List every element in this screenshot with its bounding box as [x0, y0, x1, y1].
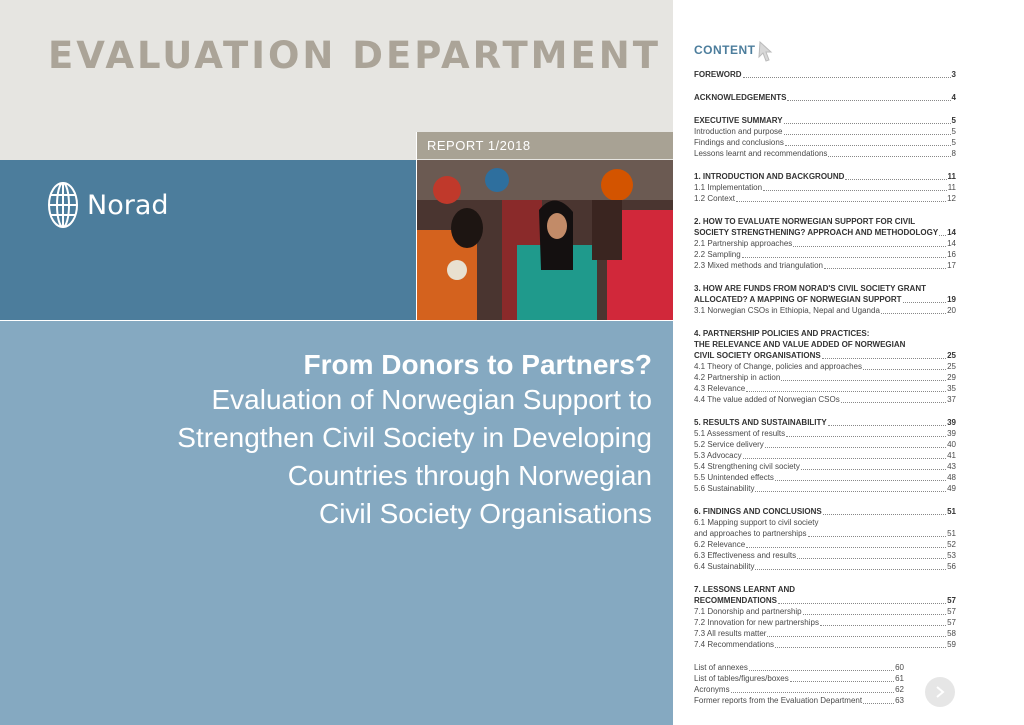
toc-entry[interactable]: Former reports from the Evaluation Department 63: [694, 696, 904, 705]
toc-section-1: [694, 171, 956, 204]
toc-section-annexes: [694, 662, 956, 706]
toc-entry[interactable]: 6.2 Relevance 52: [694, 540, 956, 549]
toc-heading-line: 3. HOW ARE FUNDS FROM NORAD'S CIVIL SOCIETY GRANT: [694, 284, 926, 293]
toc-entry[interactable]: 5.5 Unintended effects 48: [694, 473, 956, 482]
toc-section-exec: [694, 115, 956, 159]
toc-entry[interactable]: 7.2 Innovation for new partnerships 57: [694, 618, 956, 627]
toc-entry[interactable]: CIVIL SOCIETY ORGANISATIONS 25: [694, 351, 956, 360]
toc-entry[interactable]: Findings and conclusions 5: [694, 138, 956, 147]
subtitle: [12, 381, 652, 533]
toc-entry[interactable]: ACKNOWLEDGEMENTS 4: [694, 93, 956, 102]
toc-entry[interactable]: ALLOCATED? A MAPPING OF NORWEGIAN SUPPORT 19: [694, 295, 956, 304]
toc-entry[interactable]: 5.1 Assessment of results 39: [694, 429, 956, 438]
hand-cursor-icon: [757, 40, 779, 69]
next-page-button[interactable]: [925, 677, 955, 707]
toc-entry[interactable]: 5.3 Advocacy 41: [694, 451, 956, 460]
toc-section-foreword: [694, 69, 956, 80]
toc-entry[interactable]: SOCIETY STRENGTHENING? APPROACH AND METHODOLOGY 14: [694, 228, 956, 237]
subtitle-line: Evaluation of Norwegian Support to: [211, 384, 652, 415]
toc-entry[interactable]: FOREWORD 3: [694, 70, 956, 79]
toc-entry[interactable]: 7.4 Recommendations 59: [694, 640, 956, 649]
toc-entry[interactable]: 2.1 Partnership approaches 14: [694, 239, 956, 248]
toc-entry[interactable]: 7.3 All results matter 58: [694, 629, 956, 638]
toc-entry-line: 6.1 Mapping support to civil society: [694, 518, 819, 527]
subtitle-line: Civil Society Organisations: [318, 498, 652, 529]
department-title: EVALUATION DEPARTMENT: [48, 34, 661, 77]
toc-section-5: [694, 417, 956, 494]
globe-icon: [47, 181, 79, 229]
toc-section-3: [694, 283, 956, 316]
toc-heading-line: 4. PARTNERSHIP POLICIES AND PRACTICES:: [694, 329, 870, 338]
toc-entry[interactable]: 6.4 Sustainability 56: [694, 562, 956, 571]
norad-logo: [47, 181, 169, 229]
subtitle-line: Countries through Norwegian: [287, 460, 652, 491]
toc-entry[interactable]: 1.1 Implementation 11: [694, 183, 956, 192]
logo-text: Norad: [87, 189, 169, 221]
toc-entry[interactable]: and approaches to partnerships 51: [694, 529, 956, 538]
report-number: REPORT 1/2018: [417, 132, 673, 159]
toc-entry[interactable]: 1.2 Context 12: [694, 194, 956, 203]
toc-entry[interactable]: Acronyms 62: [694, 685, 904, 694]
toc-entry[interactable]: 5.4 Strengthening civil society 43: [694, 462, 956, 471]
toc-entry[interactable]: 3.1 Norwegian CSOs in Ethiopia, Nepal and Uganda 20: [694, 306, 956, 315]
toc-heading-line: THE RELEVANCE AND VALUE ADDED OF NORWEGIAN: [694, 340, 906, 349]
toc-entry[interactable]: Lessons learnt and recommendations 8: [694, 149, 956, 158]
toc-section-2: [694, 216, 956, 271]
toc-entry[interactable]: List of tables/figures/boxes 61: [694, 674, 904, 683]
subtitle-line: Strengthen Civil Society in Developing: [177, 422, 652, 453]
toc-heading-line: 2. HOW TO EVALUATE NORWEGIAN SUPPORT FOR CIVIL: [694, 217, 916, 226]
toc-section-6: [694, 506, 956, 572]
toc-entry[interactable]: 4.4 The value added of Norwegian CSOs 37: [694, 395, 956, 404]
title-block: [12, 349, 652, 533]
toc-entry[interactable]: 5. RESULTS AND SUSTAINABILITY 39: [694, 418, 956, 427]
toc-entry[interactable]: 4.1 Theory of Change, policies and approaches 25: [694, 362, 956, 371]
toc-entry[interactable]: 4.3 Relevance 35: [694, 384, 956, 393]
toc-entry[interactable]: 2.2 Sampling 16: [694, 250, 956, 259]
toc-section-4: [694, 328, 956, 405]
toc-entry[interactable]: 5.6 Sustainability 49: [694, 484, 956, 493]
toc-entry[interactable]: EXECUTIVE SUMMARY 5: [694, 116, 956, 125]
chevron-right-icon: [934, 685, 946, 699]
toc-section-ack: [694, 92, 956, 103]
cover-photo: [417, 160, 673, 320]
toc-section-7: [694, 584, 956, 650]
toc-heading: CONTENT: [694, 43, 756, 57]
toc-entry[interactable]: 1. INTRODUCTION AND BACKGROUND 11: [694, 172, 956, 181]
toc-entry[interactable]: 4.2 Partnership in action 29: [694, 373, 956, 382]
divider: [416, 132, 417, 321]
main-title: From Donors to Partners?: [303, 349, 652, 380]
toc-entry[interactable]: 2.3 Mixed methods and triangulation 17: [694, 261, 956, 270]
toc-entry[interactable]: 6.3 Effectiveness and results 53: [694, 551, 956, 560]
toc-entry[interactable]: List of annexes 60: [694, 663, 904, 672]
toc-entry[interactable]: 7.1 Donorship and partnership 57: [694, 607, 956, 616]
toc-entry[interactable]: 6. FINDINGS AND CONCLUSIONS 51: [694, 507, 956, 516]
toc-entry[interactable]: Introduction and purpose 5: [694, 127, 956, 136]
toc-entry[interactable]: RECOMMENDATIONS 57: [694, 596, 956, 605]
table-of-contents: [694, 38, 956, 706]
toc-heading-line: 7. LESSONS LEARNT AND: [694, 585, 796, 594]
toc-entry[interactable]: 5.2 Service delivery 40: [694, 440, 956, 449]
